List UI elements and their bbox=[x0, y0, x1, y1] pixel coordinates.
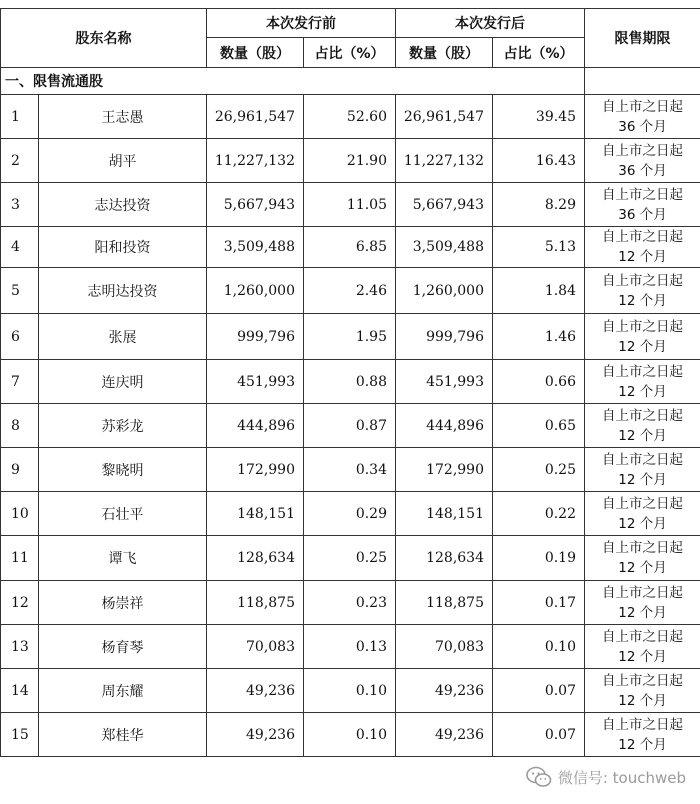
lock-period-line: 12 个月 bbox=[618, 471, 667, 488]
lock-period-line: 12 个月 bbox=[618, 515, 667, 532]
shareholder-name: 阳和投资 bbox=[39, 227, 207, 268]
table-row bbox=[1, 581, 700, 625]
lock-period bbox=[585, 314, 700, 360]
before-ratio: 0.88 bbox=[304, 360, 396, 404]
after-qty: 444,896 bbox=[396, 404, 493, 448]
col-header-lock: 限售期限 bbox=[585, 9, 700, 68]
row-index: 8 bbox=[1, 404, 39, 448]
lock-period-line: 自上市之日起 bbox=[602, 540, 683, 556]
before-qty: 3,509,488 bbox=[207, 227, 304, 268]
table-row bbox=[1, 360, 700, 404]
shareholder-name: 杨崇祥 bbox=[39, 581, 207, 625]
lock-period bbox=[585, 95, 700, 139]
lock-period-line: 自上市之日起 bbox=[602, 495, 683, 512]
shareholder-name: 黎晓明 bbox=[39, 448, 207, 492]
col-header-before-ratio: 占比（%） bbox=[304, 38, 396, 68]
col-header-before: 本次发行前 bbox=[207, 9, 396, 38]
watermark bbox=[526, 766, 686, 788]
before-ratio: 6.85 bbox=[304, 227, 396, 268]
row-index: 10 bbox=[1, 492, 39, 536]
header-row-top bbox=[1, 9, 700, 38]
before-ratio: 0.10 bbox=[304, 669, 396, 713]
after-ratio: 1.84 bbox=[493, 268, 585, 314]
before-qty: 70,083 bbox=[207, 625, 304, 669]
lock-period-line: 自上市之日起 bbox=[602, 407, 683, 424]
row-index: 9 bbox=[1, 448, 39, 492]
after-ratio: 0.10 bbox=[493, 625, 585, 669]
wechat-icon bbox=[526, 766, 552, 788]
row-index: 15 bbox=[1, 713, 39, 757]
before-qty: 5,667,943 bbox=[207, 183, 304, 227]
after-ratio: 16.43 bbox=[493, 139, 585, 183]
before-ratio: 11.05 bbox=[304, 183, 396, 227]
after-qty: 1,260,000 bbox=[396, 268, 493, 314]
table-row bbox=[1, 713, 700, 757]
lock-period-line: 12 个月 bbox=[618, 249, 667, 265]
after-ratio: 0.25 bbox=[493, 448, 585, 492]
after-ratio: 0.17 bbox=[493, 581, 585, 625]
row-index: 6 bbox=[1, 314, 39, 360]
row-index: 13 bbox=[1, 625, 39, 669]
row-index: 1 bbox=[1, 95, 39, 139]
after-qty: 3,509,488 bbox=[396, 227, 493, 268]
table-row bbox=[1, 183, 700, 227]
lock-period-line: 自上市之日起 bbox=[602, 186, 683, 203]
after-ratio: 5.13 bbox=[493, 227, 585, 268]
shareholder-name: 谭飞 bbox=[39, 536, 207, 581]
after-qty: 999,796 bbox=[396, 314, 493, 360]
lock-period-line: 自上市之日起 bbox=[602, 318, 683, 335]
section-row bbox=[1, 68, 700, 95]
row-index: 12 bbox=[1, 581, 39, 625]
lock-period bbox=[585, 404, 700, 448]
lock-period bbox=[585, 360, 700, 404]
lock-period-line: 自上市之日起 bbox=[602, 363, 683, 380]
lock-period-line: 12 个月 bbox=[618, 648, 667, 665]
lock-period-line: 12 个月 bbox=[618, 604, 667, 621]
shareholder-table bbox=[0, 8, 700, 757]
table-row bbox=[1, 448, 700, 492]
before-ratio: 0.87 bbox=[304, 404, 396, 448]
after-qty: 172,990 bbox=[396, 448, 493, 492]
lock-period-line: 12 个月 bbox=[618, 560, 667, 576]
lock-period bbox=[585, 581, 700, 625]
after-ratio: 0.07 bbox=[493, 669, 585, 713]
lock-period bbox=[585, 268, 700, 314]
after-ratio: 8.29 bbox=[493, 183, 585, 227]
after-ratio: 1.46 bbox=[493, 314, 585, 360]
lock-period-line: 自上市之日起 bbox=[602, 272, 683, 289]
after-qty: 118,875 bbox=[396, 581, 493, 625]
after-qty: 451,993 bbox=[396, 360, 493, 404]
col-header-before-qty: 数量（股） bbox=[207, 38, 304, 68]
shareholder-name: 郑桂华 bbox=[39, 713, 207, 757]
after-ratio: 0.22 bbox=[493, 492, 585, 536]
col-header-after: 本次发行后 bbox=[396, 9, 585, 38]
shareholder-name: 周东耀 bbox=[39, 669, 207, 713]
before-qty: 148,151 bbox=[207, 492, 304, 536]
row-index: 2 bbox=[1, 139, 39, 183]
after-qty: 11,227,132 bbox=[396, 139, 493, 183]
before-qty: 49,236 bbox=[207, 669, 304, 713]
before-ratio: 0.29 bbox=[304, 492, 396, 536]
table-row bbox=[1, 268, 700, 314]
shareholder-name: 连庆明 bbox=[39, 360, 207, 404]
lock-period bbox=[585, 227, 700, 268]
col-header-after-ratio: 占比（%） bbox=[493, 38, 585, 68]
lock-period bbox=[585, 536, 700, 581]
lock-period-line: 自上市之日起 bbox=[602, 672, 683, 689]
after-qty: 70,083 bbox=[396, 625, 493, 669]
table-row bbox=[1, 625, 700, 669]
after-qty: 49,236 bbox=[396, 713, 493, 757]
row-index: 5 bbox=[1, 268, 39, 314]
after-qty: 49,236 bbox=[396, 669, 493, 713]
lock-period bbox=[585, 713, 700, 757]
row-index: 3 bbox=[1, 183, 39, 227]
shareholder-name: 志明达投资 bbox=[39, 268, 207, 314]
section-blank-cell bbox=[585, 68, 700, 95]
before-qty: 26,961,547 bbox=[207, 95, 304, 139]
lock-period bbox=[585, 448, 700, 492]
table-row bbox=[1, 227, 700, 268]
shareholder-name: 王志愚 bbox=[39, 95, 207, 139]
before-ratio: 0.25 bbox=[304, 536, 396, 581]
lock-period-line: 12 个月 bbox=[618, 338, 667, 355]
row-index: 4 bbox=[1, 227, 39, 268]
before-qty: 128,634 bbox=[207, 536, 304, 581]
row-index: 14 bbox=[1, 669, 39, 713]
before-ratio: 1.95 bbox=[304, 314, 396, 360]
before-ratio: 0.10 bbox=[304, 713, 396, 757]
lock-period-line: 12 个月 bbox=[618, 692, 667, 709]
lock-period-line: 自上市之日起 bbox=[602, 584, 683, 601]
shareholder-name: 张展 bbox=[39, 314, 207, 360]
lock-period-line: 36 个月 bbox=[618, 206, 667, 223]
before-ratio: 0.34 bbox=[304, 448, 396, 492]
before-qty: 451,993 bbox=[207, 360, 304, 404]
after-ratio: 0.07 bbox=[493, 713, 585, 757]
before-qty: 999,796 bbox=[207, 314, 304, 360]
lock-period-line: 自上市之日起 bbox=[602, 142, 683, 159]
before-qty: 49,236 bbox=[207, 713, 304, 757]
lock-period-line: 自上市之日起 bbox=[602, 628, 683, 645]
before-qty: 444,896 bbox=[207, 404, 304, 448]
table-row bbox=[1, 314, 700, 360]
table-row bbox=[1, 536, 700, 581]
before-ratio: 52.60 bbox=[304, 95, 396, 139]
lock-period-line: 自上市之日起 bbox=[602, 716, 683, 733]
shareholder-name: 胡平 bbox=[39, 139, 207, 183]
lock-period-line: 12 个月 bbox=[618, 383, 667, 400]
shareholder-name: 志达投资 bbox=[39, 183, 207, 227]
lock-period-line: 12 个月 bbox=[618, 427, 667, 444]
watermark-text: 微信号: touchweb bbox=[557, 768, 686, 787]
shareholder-name: 杨育琴 bbox=[39, 625, 207, 669]
after-ratio: 39.45 bbox=[493, 95, 585, 139]
table-row bbox=[1, 95, 700, 139]
lock-period bbox=[585, 139, 700, 183]
after-qty: 26,961,547 bbox=[396, 95, 493, 139]
lock-period-line: 36 个月 bbox=[618, 162, 667, 179]
lock-period-line: 自上市之日起 bbox=[602, 98, 683, 115]
lock-period-line: 自上市之日起 bbox=[602, 451, 683, 468]
after-qty: 148,151 bbox=[396, 492, 493, 536]
lock-period bbox=[585, 183, 700, 227]
shareholder-name: 苏彩龙 bbox=[39, 404, 207, 448]
lock-period bbox=[585, 625, 700, 669]
lock-period bbox=[585, 492, 700, 536]
before-qty: 11,227,132 bbox=[207, 139, 304, 183]
table-row bbox=[1, 404, 700, 448]
table-row bbox=[1, 139, 700, 183]
table-row bbox=[1, 492, 700, 536]
after-qty: 128,634 bbox=[396, 536, 493, 581]
before-qty: 118,875 bbox=[207, 581, 304, 625]
after-ratio: 0.65 bbox=[493, 404, 585, 448]
lock-period-line: 12 个月 bbox=[618, 736, 667, 753]
col-header-name: 股东名称 bbox=[1, 9, 207, 68]
col-header-after-qty: 数量（股） bbox=[396, 38, 493, 68]
lock-period bbox=[585, 669, 700, 713]
lock-period-line: 自上市之日起 bbox=[602, 229, 683, 245]
before-qty: 172,990 bbox=[207, 448, 304, 492]
lock-period-line: 36 个月 bbox=[618, 118, 667, 135]
section-title: 一、限售流通股 bbox=[1, 68, 585, 95]
row-index: 7 bbox=[1, 360, 39, 404]
after-ratio: 0.66 bbox=[493, 360, 585, 404]
before-qty: 1,260,000 bbox=[207, 268, 304, 314]
after-qty: 5,667,943 bbox=[396, 183, 493, 227]
before-ratio: 21.90 bbox=[304, 139, 396, 183]
table-row bbox=[1, 669, 700, 713]
before-ratio: 0.13 bbox=[304, 625, 396, 669]
before-ratio: 2.46 bbox=[304, 268, 396, 314]
lock-period-line: 12 个月 bbox=[618, 292, 667, 309]
row-index: 11 bbox=[1, 536, 39, 581]
after-ratio: 0.19 bbox=[493, 536, 585, 581]
before-ratio: 0.23 bbox=[304, 581, 396, 625]
shareholder-name: 石壮平 bbox=[39, 492, 207, 536]
